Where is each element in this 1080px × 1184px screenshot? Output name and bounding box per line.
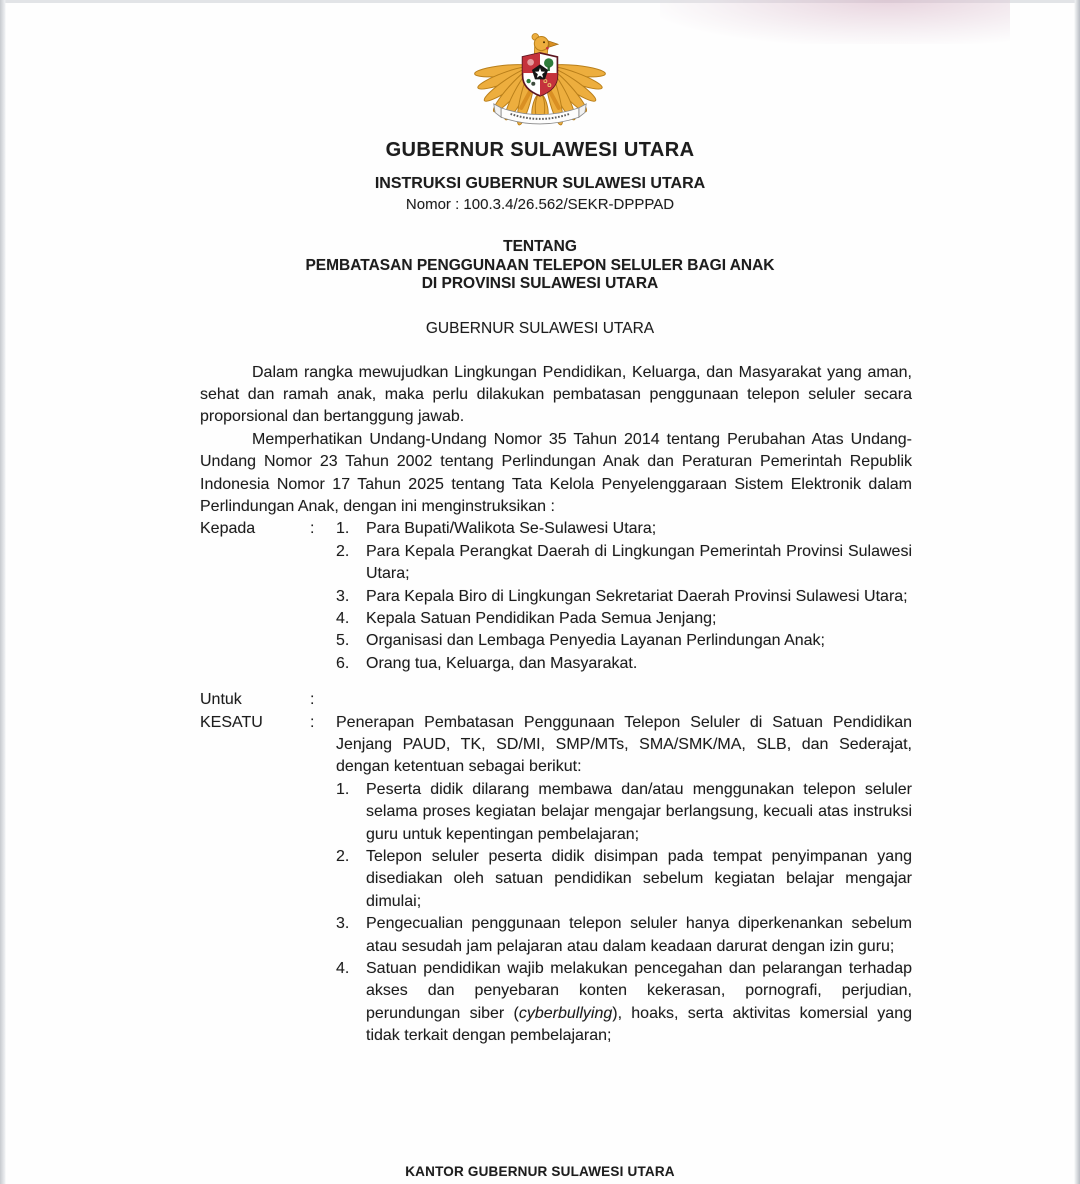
- list-item: [336, 653, 912, 675]
- kesatu-intro: Penerapan Pembatasan Penggunaan Telepon Seluler di Satuan Pendidikan Jenjang PAUD, TK, SD/MI, SMP/MTs, SMA/SMK/MA, SLB, dan Sederajat, dengan ketentuan sebagai berikut:: [336, 713, 912, 776]
- list-item-text: Peserta didik dilarang membawa dan/atau menggunakan telepon seluler selama proses kegiatan belajar mengajar berlangsung, kecuali atas instruksi guru untuk kepentingan pembelajaran;: [366, 780, 912, 843]
- list-item-text: Orang tua, Keluarga, dan Masyarakat.: [366, 654, 638, 672]
- list-item-number: 3.: [336, 915, 350, 933]
- list-item-number: 2.: [336, 542, 350, 560]
- scan-edge-left: [0, 0, 6, 1184]
- list-item-text: Pengecualian penggunaan telepon seluler hanya diperkenankan sebelum atau sesudah jam pelajaran atau dalam keadaan darurat dengan izin guru;: [366, 915, 912, 955]
- list-item: [336, 779, 912, 846]
- kesatu-colon: :: [310, 713, 315, 731]
- garuda-pancasila-emblem: [473, 6, 607, 130]
- kepada-list: [336, 518, 912, 675]
- list-item: [336, 913, 912, 958]
- list-item-number: 2.: [336, 848, 350, 866]
- list-item: [336, 630, 912, 652]
- list-item: [336, 608, 912, 630]
- preamble-paragraph-2: Memperhatikan Undang-Undang Nomor 35 Tahun 2014 tentang Perubahan Atas Undang-Undang Nomor 23 Tahun 2002 tentang Perlindungan Anak dan Peraturan Pemerintah Republik Indonesia Nomor 17 Tahun 2025 tentang Tata Kelola Penyelenggaraan Sistem Elektronik dalam Perlindungan Anak, dengan ini menginstruksikan :: [200, 430, 912, 515]
- document-header: [0, 0, 1080, 338]
- list-item-text: Organisasi dan Lembaga Penyedia Layanan Perlindungan Anak;: [366, 632, 825, 650]
- footer-title: KANTOR GUBERNUR SULAWESI UTARA: [405, 1164, 675, 1179]
- list-item-number: 1.: [336, 780, 350, 798]
- list-item: [336, 958, 912, 1048]
- list-item-number: 5.: [336, 632, 350, 650]
- list-item-number: 6.: [336, 654, 350, 672]
- list-item-text: Telepon seluler peserta didik disimpan pada tempat penyimpanan yang disediakan oleh satuan pendidikan sebelum kegiatan belajar mengajar dimulai;: [366, 848, 912, 910]
- list-item-text: Para Kepala Perangkat Daerah di Lingkungan Pemerintah Provinsi Sulawesi Utara;: [366, 542, 912, 583]
- list-item: [336, 518, 912, 540]
- list-item-number: 1.: [336, 520, 350, 538]
- kesatu-list: [336, 779, 912, 1048]
- list-item-text: Satuan pendidikan wajib melakukan pencegahan dan pelarangan terhadap akses dan penyebaran konten kekerasan, pornografi, perjudian, perundungan siber (cyberbullying), hoaks, serta aktivitas komersial yang tidak terkait dengan pembelajaran;: [366, 960, 912, 1045]
- kepada-colon: :: [310, 520, 315, 538]
- untuk-colon: :: [310, 691, 315, 709]
- list-item: [336, 846, 912, 913]
- document-body: [200, 362, 912, 1048]
- about-label: TENTANG: [503, 238, 577, 255]
- list-item: [336, 586, 912, 608]
- scan-edge-right: [1074, 0, 1080, 1184]
- kepada-section: [200, 518, 912, 675]
- list-item-number: 4.: [336, 609, 350, 627]
- kesatu-label: KESATU: [200, 713, 263, 731]
- document-type: INSTRUKSI GUBERNUR SULAWESI UTARA: [374, 175, 706, 192]
- subject-line-1: PEMBATASAN PENGGUNAAN TELEPON SELULER BAGI ANAK: [305, 256, 775, 274]
- untuk-label: Untuk: [200, 691, 242, 709]
- list-item-text: Para Bupati/Walikota Se-Sulawesi Utara;: [366, 520, 657, 538]
- list-item-number: 4.: [336, 960, 350, 978]
- list-item: [336, 541, 912, 586]
- preamble-paragraph-1: Dalam rangka mewujudkan Lingkungan Pendidikan, Keluarga, dan Masyarakat yang aman, sehat dan ramah anak, maka perlu dilakukan pembatasan penggunaan telepon seluler secara proporsional dan bertanggung jawab.: [200, 363, 912, 426]
- document-number: Nomor : 100.3.4/26.562/SEKR-DPPPAD: [405, 196, 675, 213]
- kesatu-section: [200, 712, 912, 1048]
- untuk-section: [200, 689, 912, 711]
- subject-line-2: DI PROVINSI SULAWESI UTARA: [421, 275, 659, 292]
- scan-edge-top: [0, 0, 1080, 3]
- kepada-label: Kepada: [200, 520, 256, 538]
- list-item-text: Para Kepala Biro di Lingkungan Sekretariat Daerah Provinsi Sulawesi Utara;: [366, 587, 908, 605]
- list-item-text: Kepala Satuan Pendidikan Pada Semua Jenjang;: [366, 609, 717, 627]
- list-item-number: 3.: [336, 587, 350, 605]
- issuer-name: GUBERNUR SULAWESI UTARA: [425, 319, 655, 337]
- page-title: GUBERNUR SULAWESI UTARA: [385, 139, 695, 161]
